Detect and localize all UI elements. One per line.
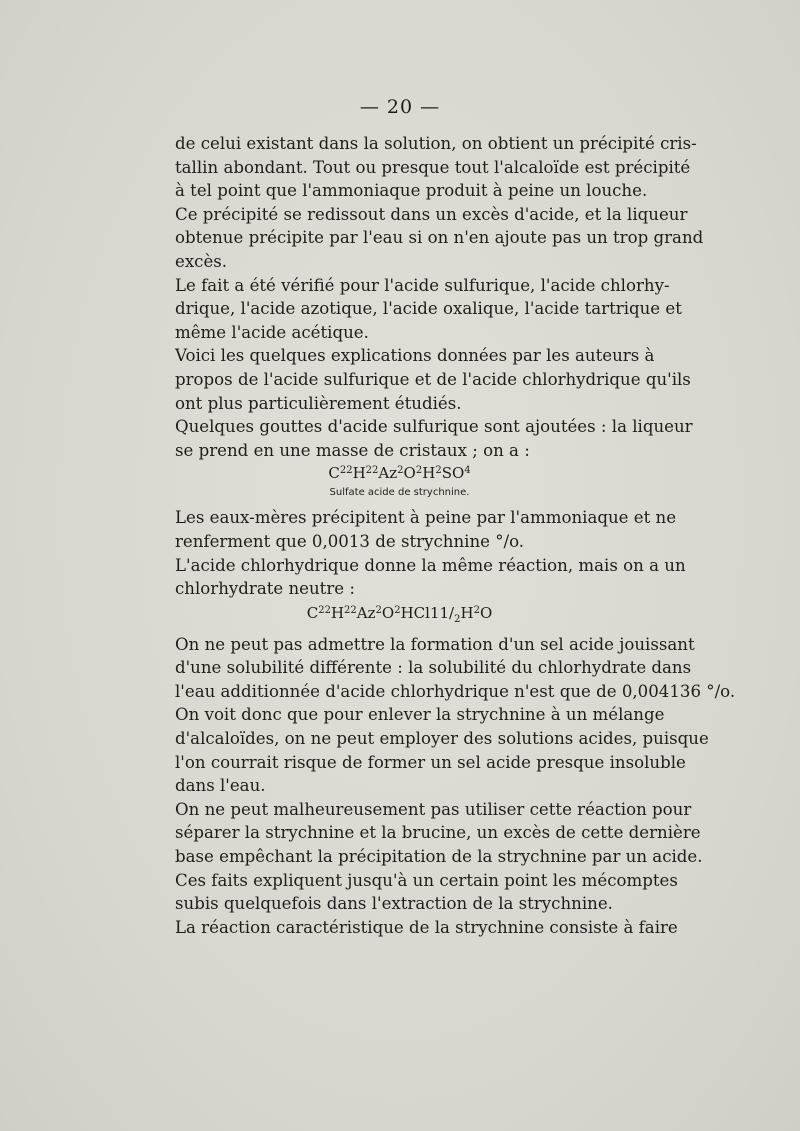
formula-part: 2 <box>394 604 401 616</box>
formula-part: 2 <box>415 465 423 477</box>
body-text <box>159 132 736 939</box>
text-line: Quelques gouttes d'acide sulfurique sont ajoutées : la liqueur <box>175 417 693 437</box>
formula-part: H <box>460 603 474 622</box>
text-line: obtenue précipite par l'eau si on n'en ajoute pas un trop grand <box>175 228 704 248</box>
text-line: On voit donc que pour enlever la strychnine à un mélange <box>175 705 665 725</box>
text-line: base empêchant la précipitation de la strychnine par un acide. <box>175 847 703 867</box>
text-line: l'eau additionnée d'acide chlorhydrique n'est que de 0,004136 °/o. <box>175 681 736 701</box>
formula-sulfate <box>159 462 640 484</box>
formula-part: 22 <box>344 604 357 616</box>
text-line: ont plus particulièrement étudiés. <box>175 393 462 413</box>
formula-part: 2 <box>473 604 480 616</box>
paragraph <box>159 506 677 553</box>
text-line: Voici les quelques explications données par les auteurs à <box>175 346 655 366</box>
text-line: Le fait a été vérifié pour l'acide sulfurique, l'acide chlorhy- <box>175 275 670 295</box>
formula-part: 1 <box>429 603 440 622</box>
text-line: Les eaux-mères précipitent à peine par l'ammoniaque et ne <box>175 508 677 528</box>
formula-part: Az <box>356 603 376 622</box>
paragraph-group-2 <box>159 506 686 600</box>
paragraph <box>159 344 691 415</box>
formula-part: 22 <box>318 604 331 616</box>
text-line: L'acide chlorhydrique donne la même réaction, mais on a un <box>175 555 686 575</box>
formula-part: H <box>422 464 436 483</box>
formula-part: 1/ <box>439 603 455 622</box>
text-line: même l'acide acétique. <box>175 322 369 342</box>
text-line: d'alcaloïdes, on ne peut employer des solutions acides, puisque <box>175 729 709 749</box>
formula-part: O <box>403 464 416 483</box>
paragraph <box>159 869 678 916</box>
text-line: dans l'eau. <box>175 776 266 796</box>
text-line: séparer la strychnine et la brucine, un excès de cette dernière <box>175 823 701 843</box>
paragraph <box>159 274 682 345</box>
text-line: Ce précipité se redissout dans un excès d'acide, et la liqueur <box>175 204 688 224</box>
formula-part: O <box>381 603 395 622</box>
text-line: d'une solubilité différente : la solubilité du chlorhydrate dans <box>175 658 692 678</box>
text-line: propos de l'acide sulfurique et de l'acide chlorhydrique qu'ils <box>175 369 691 389</box>
text-line: à tel point que l'ammoniaque produit à peine un louche. <box>175 181 648 201</box>
text-line: excès. <box>175 251 228 271</box>
paragraph <box>159 798 703 869</box>
formula-part: SO <box>441 464 465 483</box>
formula-part: H <box>352 464 366 483</box>
formula-part: 4 <box>464 465 471 477</box>
text-line: On ne peut pas admettre la formation d'un sel acide jouissant <box>175 634 695 654</box>
text-line: subis quelquefois dans l'extraction de la strychnine. <box>175 894 613 914</box>
formula-part: C <box>328 464 340 483</box>
text-line: chlorhydrate neutre : <box>175 579 355 599</box>
paragraph <box>159 203 704 274</box>
text-line: de celui existant dans la solution, on obtient un précipité cris- <box>175 134 697 153</box>
text-line: se prend en une masse de cristaux ; on a : <box>175 440 530 460</box>
page-number: — 20 — <box>359 96 441 118</box>
formula-part: 22 <box>365 465 379 477</box>
formula-part: 2 <box>397 465 404 477</box>
formula-part: 2 <box>375 604 382 616</box>
formula-part: HCl <box>400 603 430 622</box>
formula-part: Az <box>378 464 398 483</box>
text-line: Ces faits expliquent jusqu'à un certain point les mécomptes <box>175 870 678 890</box>
text-line: La réaction caractéristique de la strychnine consiste à faire <box>175 917 678 937</box>
paragraph-group-3 <box>159 633 736 940</box>
text-line: On ne peut malheureusement pas utiliser cette réaction pour <box>175 799 692 819</box>
formula-part: 2 <box>454 613 461 625</box>
paragraph <box>159 415 693 462</box>
paragraph <box>159 703 709 797</box>
text-line: l'on courrait risque de former un sel acide presque insoluble <box>175 752 686 772</box>
paragraph <box>159 633 736 704</box>
paragraph <box>159 132 697 203</box>
paragraph <box>159 554 686 601</box>
formula-part: H <box>330 603 345 622</box>
formula-caption: Sulfate acide de strychnine. <box>329 487 470 499</box>
paragraph <box>159 916 678 940</box>
text-line: renferment que 0,0013 de strychnine °/o. <box>175 531 525 551</box>
formula-part: C <box>306 603 319 622</box>
paragraph-group-1 <box>159 132 704 462</box>
formula-part: 2 <box>435 465 442 477</box>
text-line: drique, l'acide azotique, l'acide oxalique, l'acide tartrique et <box>175 299 682 319</box>
formula-chlorhydrate <box>159 602 640 631</box>
text-line: tallin abondant. Tout ou presque tout l'alcaloïde est précipité <box>175 157 691 177</box>
formula-part: O <box>479 603 493 622</box>
formula-part: 22 <box>339 465 353 477</box>
